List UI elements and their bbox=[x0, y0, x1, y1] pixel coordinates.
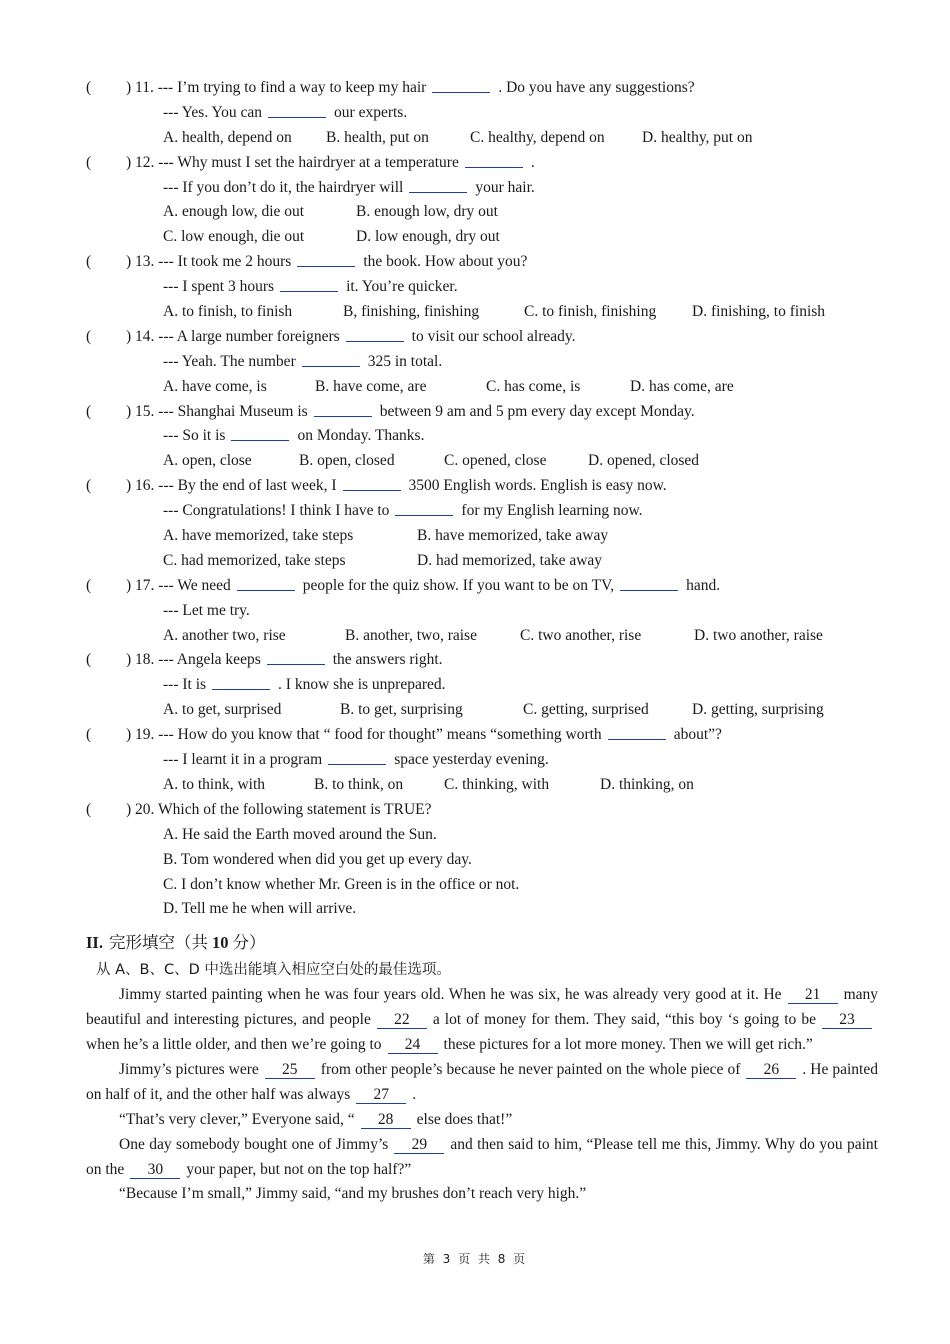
cloze-blank-25[interactable]: 25 bbox=[265, 1062, 315, 1079]
option-a[interactable]: A. health, depend on bbox=[163, 128, 292, 146]
option-b[interactable]: B. enough low, dry out bbox=[356, 203, 498, 221]
option-c[interactable]: C. healthy, depend on bbox=[470, 128, 605, 146]
option-c[interactable]: C. getting, surprised bbox=[523, 701, 649, 719]
option-b[interactable]: B. have come, are bbox=[315, 377, 427, 395]
question-18: ( ) 18. --- Angela keeps the answers right. --- It is . I know she is unprepared. A. to get, surprised B. to get, surprising C. getting, surprised D. getting, surprising bbox=[86, 648, 878, 723]
question-15: ( ) 15. --- Shanghai Museum is between 9 am and 5 pm every day except Monday. --- So it is on Monday. Thanks. A. open, close B. open, closed C. opened, close D. opened, closed bbox=[86, 400, 878, 475]
question-14: ( ) 14. --- A large number foreigners to visit our school already. --- Yeah. The number 325 in total. A. have come, is B. have come, are C. has come, is D. has come, are bbox=[86, 325, 878, 400]
answer-blank[interactable] bbox=[231, 425, 289, 441]
option-c[interactable]: C. I don’t know whether Mr. Green is in the office or not. bbox=[163, 875, 520, 893]
option-a[interactable]: A. to finish, to finish bbox=[163, 303, 293, 321]
answer-blank[interactable] bbox=[302, 351, 360, 367]
cloze-blank-29[interactable]: 29 bbox=[394, 1137, 444, 1154]
answer-blank[interactable] bbox=[212, 674, 270, 690]
answer-blank[interactable] bbox=[297, 251, 355, 267]
option-b[interactable]: B. open, closed bbox=[299, 452, 395, 470]
section-title: II. 完形填空（共 10 分） bbox=[86, 933, 266, 953]
option-d[interactable]: D. getting, surprising bbox=[692, 701, 824, 719]
cloze-blank-24[interactable]: 24 bbox=[388, 1037, 438, 1054]
answer-blank[interactable] bbox=[314, 401, 372, 417]
cloze-blank-27[interactable]: 27 bbox=[356, 1087, 406, 1104]
option-d[interactable]: D. has come, are bbox=[630, 377, 734, 395]
answer-blank[interactable] bbox=[432, 77, 490, 93]
option-c[interactable]: C. had memorized, take steps bbox=[163, 551, 346, 569]
option-a[interactable]: A. open, close bbox=[163, 452, 252, 470]
paragraph-1: Jimmy started painting when he was four years old. When he was six, he was already very good at it. He 21 many beautiful and interesting pictures, and people 22 a lot of money for them. They said, “this boy ‘s going to be 23when he’s a little older, and then we’re going to 24 these pictures for a lot more money. Then we will get rich.” bbox=[86, 986, 878, 1053]
cloze-blank-22[interactable]: 22 bbox=[377, 1012, 427, 1029]
option-b[interactable]: B. health, put on bbox=[326, 128, 429, 146]
option-d[interactable]: D. finishing, to finish bbox=[692, 303, 826, 321]
answer-blank[interactable] bbox=[465, 152, 523, 168]
cloze-blank-26[interactable]: 26 bbox=[746, 1062, 796, 1079]
cloze-passage bbox=[86, 983, 878, 1207]
option-b[interactable]: B, finishing, finishing bbox=[343, 303, 480, 321]
option-d[interactable]: D. opened, closed bbox=[588, 452, 700, 470]
option-a[interactable]: A. have memorized, take steps bbox=[163, 527, 354, 545]
answer-blank[interactable] bbox=[409, 177, 467, 193]
option-a[interactable]: A. to get, surprised bbox=[163, 701, 282, 719]
option-b[interactable]: B. Tom wondered when did you get up every day. bbox=[163, 850, 472, 868]
cloze-blank-30[interactable]: 30 bbox=[130, 1162, 180, 1179]
option-a[interactable]: A. to think, with bbox=[163, 775, 266, 793]
option-b[interactable]: B. another, two, raise bbox=[345, 626, 477, 644]
option-a[interactable]: A. He said the Earth moved around the Sun. bbox=[163, 825, 437, 843]
answer-blank[interactable] bbox=[608, 724, 666, 740]
question-19: ( ) 19. --- How do you know that “ food for thought” means “something worth about”? --- I learnt it in a program space yesterday evening. A. to think, with B. to think, on C. thinking, with D. thinking, on bbox=[86, 723, 878, 798]
option-d[interactable]: D. two another, raise bbox=[694, 626, 823, 644]
option-c[interactable]: C. thinking, with bbox=[444, 775, 550, 793]
cloze-blank-23[interactable]: 23 bbox=[822, 1012, 872, 1029]
option-b[interactable]: B. to get, surprising bbox=[340, 701, 463, 719]
option-d[interactable]: D. low enough, dry out bbox=[356, 228, 500, 246]
option-c[interactable]: C. opened, close bbox=[444, 452, 547, 470]
answer-blank[interactable] bbox=[328, 749, 386, 765]
question-13: ( ) 13. --- It took me 2 hours the book. How about you? --- I spent 3 hours it. You’re quicker. A. to finish, to finish B, finishing, finishing C. to finish, finishing D. finishing, to finish bbox=[86, 250, 878, 325]
option-a[interactable]: A. enough low, die out bbox=[163, 203, 305, 221]
option-b[interactable]: B. have memorized, take away bbox=[417, 527, 609, 545]
option-c[interactable]: C. to finish, finishing bbox=[524, 303, 657, 321]
cloze-blank-21[interactable]: 21 bbox=[788, 987, 838, 1004]
paragraph-5: “Because I’m small,” Jimmy said, “and my brushes don’t reach very high.” bbox=[119, 1185, 587, 1203]
paragraph-4: One day somebody bought one of Jimmy’s 29 and then said to him, “Please tell me this, Jimmy. Why do you paint on the 30 your paper, but not on the top half?” bbox=[86, 1135, 878, 1178]
option-c[interactable]: C. low enough, die out bbox=[163, 228, 305, 246]
exam-page bbox=[86, 76, 878, 1207]
page-footer: 第 3 页 共 8 页 bbox=[422, 1252, 528, 1266]
answer-blank[interactable] bbox=[268, 102, 326, 118]
option-b[interactable]: B. to think, on bbox=[314, 775, 404, 793]
cloze-blank-28[interactable]: 28 bbox=[361, 1112, 411, 1129]
option-d[interactable]: D. Tell me he when will arrive. bbox=[163, 900, 357, 918]
paragraph-3: “That’s very clever,” Everyone said, “ 28 else does that!” bbox=[119, 1110, 513, 1128]
section-instruction: 从 A、B、C、D 中选出能填入相应空白处的最佳选项。 bbox=[96, 962, 451, 979]
question-11: ( ) 11. --- I’m trying to find a way to keep my hair . Do you have any suggestions? --- Yes. You can our experts. A. health, depend on B. health, put on C. healthy, depend on D. healthy, put on bbox=[86, 76, 878, 151]
answer-blank[interactable] bbox=[395, 500, 453, 516]
question-20: ( ) 20. Which of the following statement is TRUE? A. He said the Earth moved around the Sun. B. Tom wondered when did you get up every day. C. I don’t know whether Mr. Green is in the office or not. D. Tell me he when will arrive. bbox=[86, 798, 878, 922]
paragraph-2: Jimmy’s pictures were 25 from other people’s because he never painted on the whole piece of 26 . He painted on half of it, and the other half was always 27 . bbox=[86, 1060, 878, 1103]
option-c[interactable]: C. has come, is bbox=[486, 377, 581, 395]
option-a[interactable]: A. have come, is bbox=[163, 377, 267, 395]
answer-blank[interactable] bbox=[346, 326, 404, 342]
option-d[interactable]: D. had memorized, take away bbox=[417, 551, 603, 569]
answer-blank[interactable] bbox=[280, 276, 338, 292]
answer-blank[interactable] bbox=[267, 649, 325, 665]
question-17: ( ) 17. --- We need people for the quiz show. If you want to be on TV, hand. --- Let me try. A. another two, rise B. another, two, raise C. two another, rise D. two another, raise bbox=[86, 574, 878, 649]
option-c[interactable]: C. two another, rise bbox=[520, 626, 642, 644]
answer-blank[interactable] bbox=[343, 475, 401, 491]
option-a[interactable]: A. another two, rise bbox=[163, 626, 286, 644]
question-12: ( ) 12. --- Why must I set the hairdryer at a temperature . --- If you don’t do it, the hairdryer will your hair. A. enough low, die out B. enough low, dry out C. low enough, die out D. low enough, dry out bbox=[86, 151, 878, 251]
option-d[interactable]: D. healthy, put on bbox=[642, 128, 753, 146]
question-16: ( ) 16. --- By the end of last week, I 3500 English words. English is easy now. --- Congratulations! I think I have to for my English learning now. A. have memorized, take steps B. have memorized, take away C. had memorized, take steps D. had memorized, take away bbox=[86, 474, 878, 574]
answer-blank[interactable] bbox=[620, 575, 678, 591]
answer-blank[interactable] bbox=[237, 575, 295, 591]
option-d[interactable]: D. thinking, on bbox=[600, 775, 694, 793]
